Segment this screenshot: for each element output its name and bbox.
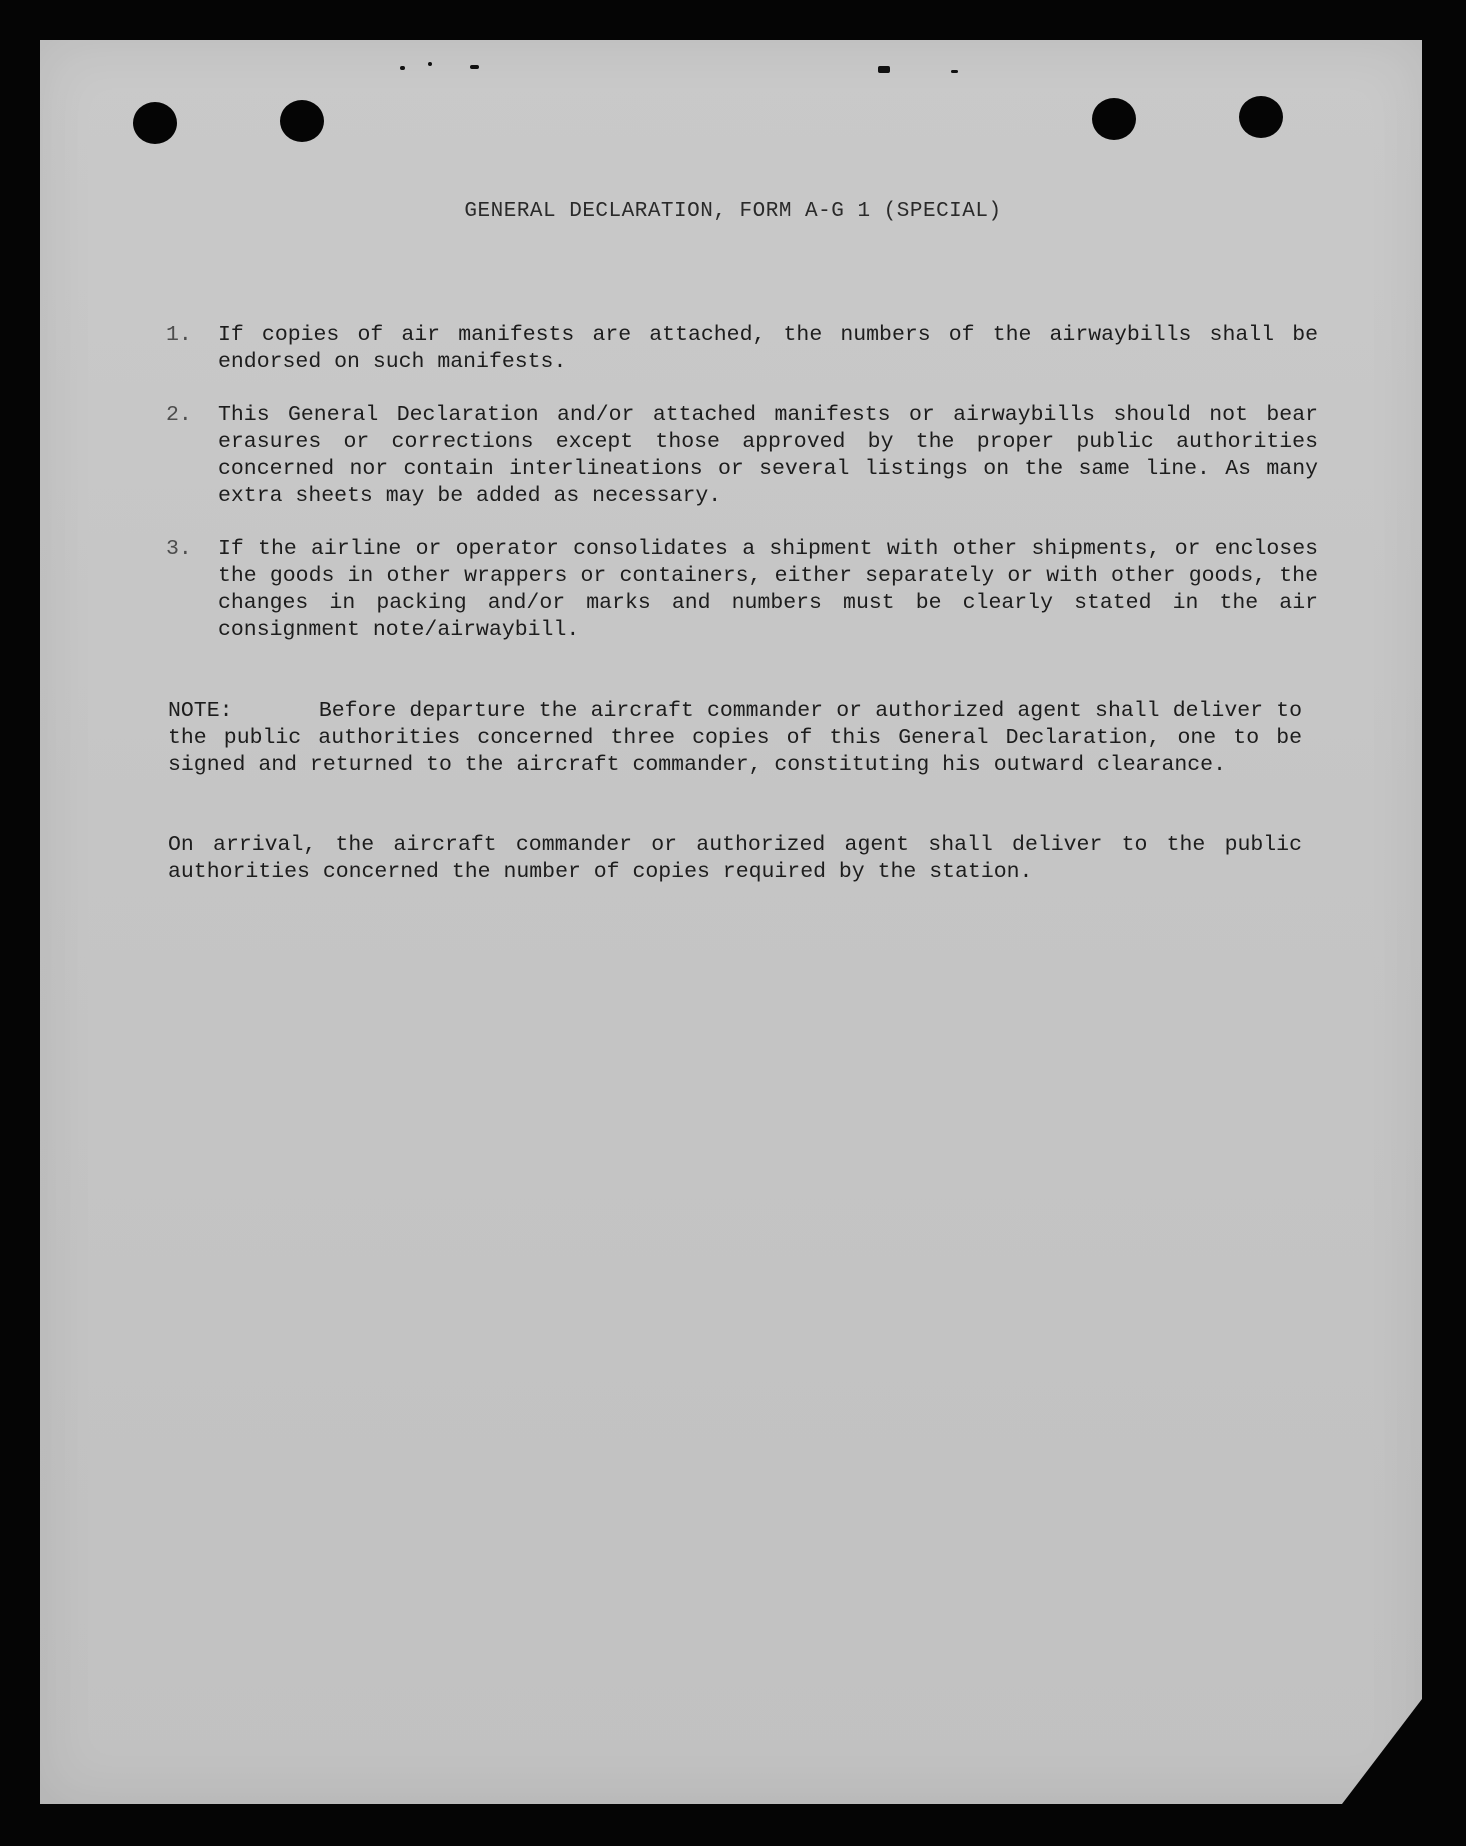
ink-speck [951, 70, 958, 73]
list-item [128, 402, 1318, 517]
document-title: GENERAL DECLARATION, FORM A-G 1 (SPECIAL) [464, 200, 1002, 223]
punch-hole-4 [1239, 96, 1283, 138]
ink-speck [470, 65, 479, 69]
item-text: If the airline or operator consolidates a shipment with other shipments, or encloses the goods in other wrappers or containers, either separately or with other goods, the changes in packing and/or marks and numbers must be clearly stated in the air consignment note/airwaybill. [218, 537, 1318, 642]
note-label: NOTE: [168, 699, 233, 723]
punch-hole-3 [1092, 98, 1136, 140]
item-text: This General Declaration and/or attached manifests or airwaybills should not bear erasures or corrections except those approved by the proper public authorities concerned nor contain interlineations or several listings on the same line. As many extra sheets may be added as necessary. [218, 403, 1318, 508]
folded-corner [1342, 1699, 1422, 1804]
note-paragraph [168, 698, 1302, 779]
item-text: If copies of air manifests are attached, the numbers of the airwaybills shall be endorsed on such manifests. [218, 323, 1318, 374]
note-text: Before departure the aircraft commander or authorized agent shall deliver to the public authorities concerned three copies of this General Declaration, one to be signed and returned to the aircraft commander, constituting his outward clearance. [168, 699, 1303, 777]
punch-hole-2 [280, 100, 324, 142]
list-item [128, 536, 1318, 651]
ink-speck [878, 66, 890, 73]
ink-speck [428, 62, 432, 66]
item-number: 1. [166, 323, 192, 347]
document-page [40, 40, 1422, 1804]
list-item [128, 322, 1318, 382]
ink-speck [400, 66, 405, 70]
arrival-paragraph: On arrival, the aircraft commander or authorized agent shall deliver to the public authorities concerned the number of copies required by the station. [168, 833, 1302, 884]
item-number: 2. [166, 403, 192, 427]
punch-hole-1 [133, 102, 177, 144]
item-number: 3. [166, 537, 192, 561]
